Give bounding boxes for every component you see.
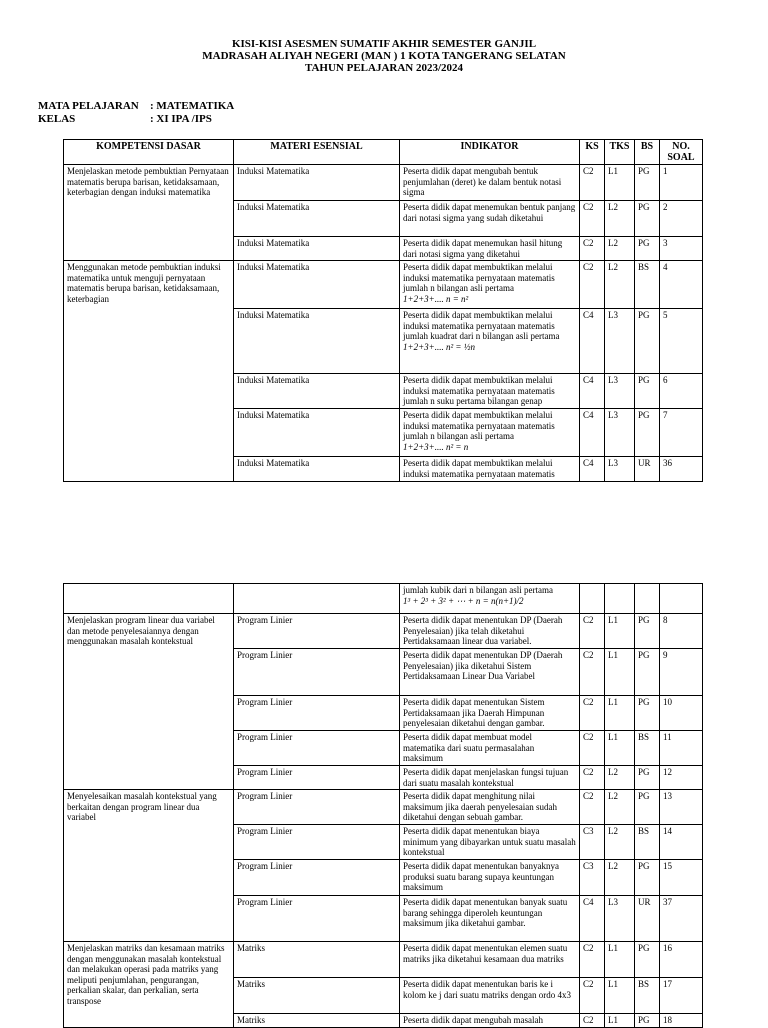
- kd-cell: Menyelesaikan masalah kontekstual yang berkaitan dengan program linear dua variabel: [64, 790, 234, 942]
- tks-cell: L1: [605, 696, 635, 731]
- tks-cell: L1: [605, 731, 635, 766]
- no-soal-cell: 11: [660, 731, 703, 766]
- table-row: [64, 790, 703, 825]
- materi-cell: Induksi Matematika: [234, 261, 400, 309]
- tks-cell: L2: [605, 790, 635, 825]
- indikator-cell: Peserta didik dapat menjelaskan fungsi tujuan dari suatu masalah kontekstual: [400, 766, 580, 790]
- materi-cell: Induksi Matematika: [234, 165, 400, 201]
- tks-cell: L3: [605, 374, 635, 409]
- kd-cell: [64, 584, 234, 614]
- tks-cell: L1: [605, 614, 635, 649]
- header-school: MADRASAH ALIYAH NEGERI (MAN ) 1 KOTA TANGERANG SELATAN: [202, 50, 566, 62]
- kisi-table-page-2: [63, 583, 703, 1028]
- bs-cell: BS: [635, 261, 660, 309]
- indikator-cell: Peserta didik dapat membuktikan melalui induksi matematika pernyataan matematis: [400, 457, 580, 482]
- bs-cell: UR: [635, 457, 660, 482]
- no-soal-cell: 15: [660, 860, 703, 896]
- bs-cell: PG: [635, 790, 660, 825]
- kd-cell: Menggunakan metode pembuktian induksi matematika untuk menguji pernyataan matematis berupa barisan, ketidaksamaan, keterbagian: [64, 261, 234, 482]
- materi-cell: Program Linier: [234, 731, 400, 766]
- ks-cell: C4: [580, 457, 605, 482]
- tks-cell: L2: [605, 237, 635, 261]
- bs-cell: BS: [635, 825, 660, 860]
- no-soal-cell: 1: [660, 165, 703, 201]
- ks-cell: C2: [580, 649, 605, 696]
- no-soal-cell: 2: [660, 201, 703, 237]
- materi-cell: Program Linier: [234, 896, 400, 942]
- materi-cell: Matriks: [234, 1014, 400, 1028]
- bs-cell: PG: [635, 1014, 660, 1028]
- bs-cell: PG: [635, 614, 660, 649]
- indikator-cell: Peserta didik dapat menemukan bentuk panjang dari notasi sigma yang sudah diketahui: [400, 201, 580, 237]
- no-soal-cell: 10: [660, 696, 703, 731]
- indikator-cell: Peserta didik dapat menentukan DP (Daerah Penyelesaian) jika diketahui Sistem Pertidaksamaan Linear Dua Variabel: [400, 649, 580, 696]
- table-row: [64, 584, 703, 614]
- materi-cell: Matriks: [234, 942, 400, 978]
- kd-cell: Menjelaskan metode pembuktian Pernyataan matematis berupa barisan, ketidaksamaan, keterbagian dengan induksi matematika: [64, 165, 234, 261]
- indikator-cell: Peserta didik dapat menentukan banyak suatu barang sehingga diperoleh keuntungan maksimum jika diketahui gambar.: [400, 896, 580, 942]
- ks-cell: C2: [580, 731, 605, 766]
- no-soal-cell: 12: [660, 766, 703, 790]
- materi-cell: Induksi Matematika: [234, 409, 400, 457]
- table-row: [64, 614, 703, 649]
- ks-cell: C2: [580, 614, 605, 649]
- indikator-cell: Peserta didik dapat membuat model matematika dari suatu permasalahan maksimum: [400, 731, 580, 766]
- no-soal-cell: 36: [660, 457, 703, 482]
- table-header-row: [64, 140, 703, 165]
- materi-cell: Induksi Matematika: [234, 201, 400, 237]
- bs-cell: BS: [635, 731, 660, 766]
- document-header: [0, 38, 768, 74]
- indikator-cell: Peserta didik dapat menghitung nilai maksimum jika daerah penyelesaian sudah diketahui dengan sebuah gambar.: [400, 790, 580, 825]
- materi-cell: Induksi Matematika: [234, 309, 400, 374]
- subject-label: MATA PELAJARAN: [38, 100, 139, 112]
- tks-cell: L2: [605, 766, 635, 790]
- table-row: [64, 261, 703, 309]
- indikator-cell: [400, 261, 580, 309]
- ks-cell: C2: [580, 942, 605, 978]
- tks-cell: L1: [605, 165, 635, 201]
- materi-cell: Program Linier: [234, 614, 400, 649]
- materi-cell: Matriks: [234, 978, 400, 1014]
- materi-cell: Program Linier: [234, 825, 400, 860]
- indikator-cell: Peserta didik dapat menentukan elemen suatu matriks jika diketahui kesamaan dua matriks: [400, 942, 580, 978]
- header-year: TAHUN PELAJARAN 2023/2024: [304, 62, 464, 74]
- tks-cell: L2: [605, 860, 635, 896]
- no-soal-cell: 6: [660, 374, 703, 409]
- bs-cell: BS: [635, 978, 660, 1014]
- kd-cell: Menjelaskan program linear dua variabel dan metode penyelesaiannya dengan menggunakan masalah kontekstual: [64, 614, 234, 790]
- indikator-text: Peserta didik dapat membuktikan melalui induksi matematika pernyataan matematis jumlah kuadrat dari n bilangan asli pertama: [403, 310, 560, 341]
- no-soal-cell: 18: [660, 1014, 703, 1028]
- indikator-text: Peserta didik dapat membuktikan melalui induksi matematika pernyataan matematis jumlah n bilangan asli pertama: [403, 410, 555, 441]
- col-header-ks: KS: [580, 140, 605, 165]
- bs-cell: PG: [635, 942, 660, 978]
- tks-cell: L3: [605, 309, 635, 374]
- tks-cell: L1: [605, 1014, 635, 1028]
- ks-cell: C2: [580, 165, 605, 201]
- materi-cell: Program Linier: [234, 696, 400, 731]
- no-soal-cell: 37: [660, 896, 703, 942]
- document-meta: [38, 100, 234, 126]
- kd-cell: Menjelaskan matriks dan kesamaan matriks dengan menggunakan masalah kontekstual dan melakukan operasi pada matriks yang meliputi penjumlahan, pengurangan, perkalian skalar, dan perkalian, serta transpose: [64, 942, 234, 1028]
- ks-cell: C2: [580, 766, 605, 790]
- table-row: [64, 942, 703, 978]
- no-soal-cell: 14: [660, 825, 703, 860]
- col-header-kd: KOMPETENSI DASAR: [64, 140, 234, 165]
- no-soal-cell: [660, 584, 703, 614]
- tks-cell: L1: [605, 978, 635, 1014]
- tks-cell: L1: [605, 649, 635, 696]
- tks-cell: L3: [605, 896, 635, 942]
- col-header-bs: BS: [635, 140, 660, 165]
- no-soal-cell: 9: [660, 649, 703, 696]
- ks-cell: C4: [580, 409, 605, 457]
- bs-cell: PG: [635, 165, 660, 201]
- tks-cell: L1: [605, 942, 635, 978]
- bs-cell: PG: [635, 696, 660, 731]
- header-title: KISI-KISI ASESMEN SUMATIF AKHIR SEMESTER GANJIL: [231, 38, 537, 50]
- no-soal-cell: 13: [660, 790, 703, 825]
- subject-value: : MATEMATIKA: [150, 100, 235, 112]
- tks-cell: L2: [605, 201, 635, 237]
- table-row: [64, 165, 703, 201]
- materi-cell: Program Linier: [234, 860, 400, 896]
- indikator-formula: 1+2+3+.... n = n²: [403, 293, 469, 304]
- materi-cell: Induksi Matematika: [234, 457, 400, 482]
- no-soal-cell: 5: [660, 309, 703, 374]
- no-soal-cell: 7: [660, 409, 703, 457]
- ks-cell: C2: [580, 201, 605, 237]
- materi-cell: Program Linier: [234, 766, 400, 790]
- indikator-text: Peserta didik dapat membuktikan melalui induksi matematika pernyataan matematis jumlah n bilangan asli pertama: [403, 262, 555, 293]
- bs-cell: [635, 584, 660, 614]
- indikator-cell: Peserta didik dapat menentukan Sistem Pertidaksamaan jika Daerah Himpunan penyelesaian diketahui dengan gambar.: [400, 696, 580, 731]
- bs-cell: PG: [635, 766, 660, 790]
- tks-cell: L3: [605, 457, 635, 482]
- no-soal-cell: 8: [660, 614, 703, 649]
- no-soal-cell: 3: [660, 237, 703, 261]
- indikator-formula: 1³ + 2³ + 3² + ⋯ + n = n(n+1)/2: [403, 595, 524, 606]
- kisi-table-page-1: [63, 139, 703, 482]
- no-soal-cell: 4: [660, 261, 703, 309]
- materi-cell: Program Linier: [234, 649, 400, 696]
- indikator-cell: [400, 309, 580, 374]
- tks-cell: [605, 584, 635, 614]
- indikator-cell: Peserta didik dapat membuktikan melalui induksi matematika pernyataan matematis jumlah n suku pertama bilangan genap: [400, 374, 580, 409]
- ks-cell: C2: [580, 1014, 605, 1028]
- ks-cell: C2: [580, 261, 605, 309]
- indikator-cell: Peserta didik dapat menentukan DP (Daerah Penyelesaian) jika telah diketahui Pertidaksamaan linear dua variabel.: [400, 614, 580, 649]
- col-header-materi: MATERI ESENSIAL: [234, 140, 400, 165]
- ks-cell: C4: [580, 374, 605, 409]
- bs-cell: PG: [635, 860, 660, 896]
- indikator-cell: Peserta didik dapat mengubah masalah: [400, 1014, 580, 1028]
- indikator-cell: [400, 409, 580, 457]
- bs-cell: PG: [635, 649, 660, 696]
- ks-cell: C2: [580, 790, 605, 825]
- indikator-cell: Peserta didik dapat menentukan biaya minimum yang dibayarkan untuk suatu masalah kontekstual: [400, 825, 580, 860]
- indikator-text: jumlah kubik dari n bilangan asli pertama: [403, 585, 553, 595]
- indikator-cell: [400, 584, 580, 614]
- bs-cell: PG: [635, 409, 660, 457]
- bs-cell: UR: [635, 896, 660, 942]
- class-value: : XI IPA /IPS: [150, 113, 212, 125]
- ks-cell: C4: [580, 309, 605, 374]
- ks-cell: C2: [580, 696, 605, 731]
- no-soal-cell: 16: [660, 942, 703, 978]
- bs-cell: PG: [635, 309, 660, 374]
- ks-cell: C3: [580, 860, 605, 896]
- no-soal-cell: 17: [660, 978, 703, 1014]
- indikator-formula: 1+2+3+.... n² = n: [403, 441, 469, 452]
- indikator-cell: Peserta didik dapat menemukan hasil hitung dari notasi sigma yang diketahui: [400, 237, 580, 261]
- col-header-tks: TKS: [605, 140, 635, 165]
- materi-cell: Program Linier: [234, 790, 400, 825]
- ks-cell: [580, 584, 605, 614]
- indikator-cell: Peserta didik dapat menentukan baris ke i kolom ke j dari suatu matriks dengan ordo 4x3: [400, 978, 580, 1014]
- tks-cell: L2: [605, 825, 635, 860]
- bs-cell: PG: [635, 374, 660, 409]
- indikator-cell: Peserta didik dapat mengubah bentuk penjumlahan (deret) ke dalam bentuk notasi sigma: [400, 165, 580, 201]
- tks-cell: L3: [605, 409, 635, 457]
- materi-cell: [234, 584, 400, 614]
- ks-cell: C3: [580, 825, 605, 860]
- tks-cell: L2: [605, 261, 635, 309]
- materi-cell: Induksi Matematika: [234, 237, 400, 261]
- class-label: KELAS: [38, 113, 76, 125]
- ks-cell: C4: [580, 896, 605, 942]
- bs-cell: PG: [635, 201, 660, 237]
- materi-cell: Induksi Matematika: [234, 374, 400, 409]
- ks-cell: C2: [580, 978, 605, 1014]
- bs-cell: PG: [635, 237, 660, 261]
- indikator-cell: Peserta didik dapat menentukan banyaknya produksi suatu barang supaya keuntungan maksimum: [400, 860, 580, 896]
- col-header-no-soal: NO. SOAL: [660, 140, 703, 165]
- ks-cell: C2: [580, 237, 605, 261]
- indikator-formula: 1+2+3+.... n² = ½n: [403, 341, 475, 352]
- col-header-indikator: INDIKATOR: [400, 140, 580, 165]
